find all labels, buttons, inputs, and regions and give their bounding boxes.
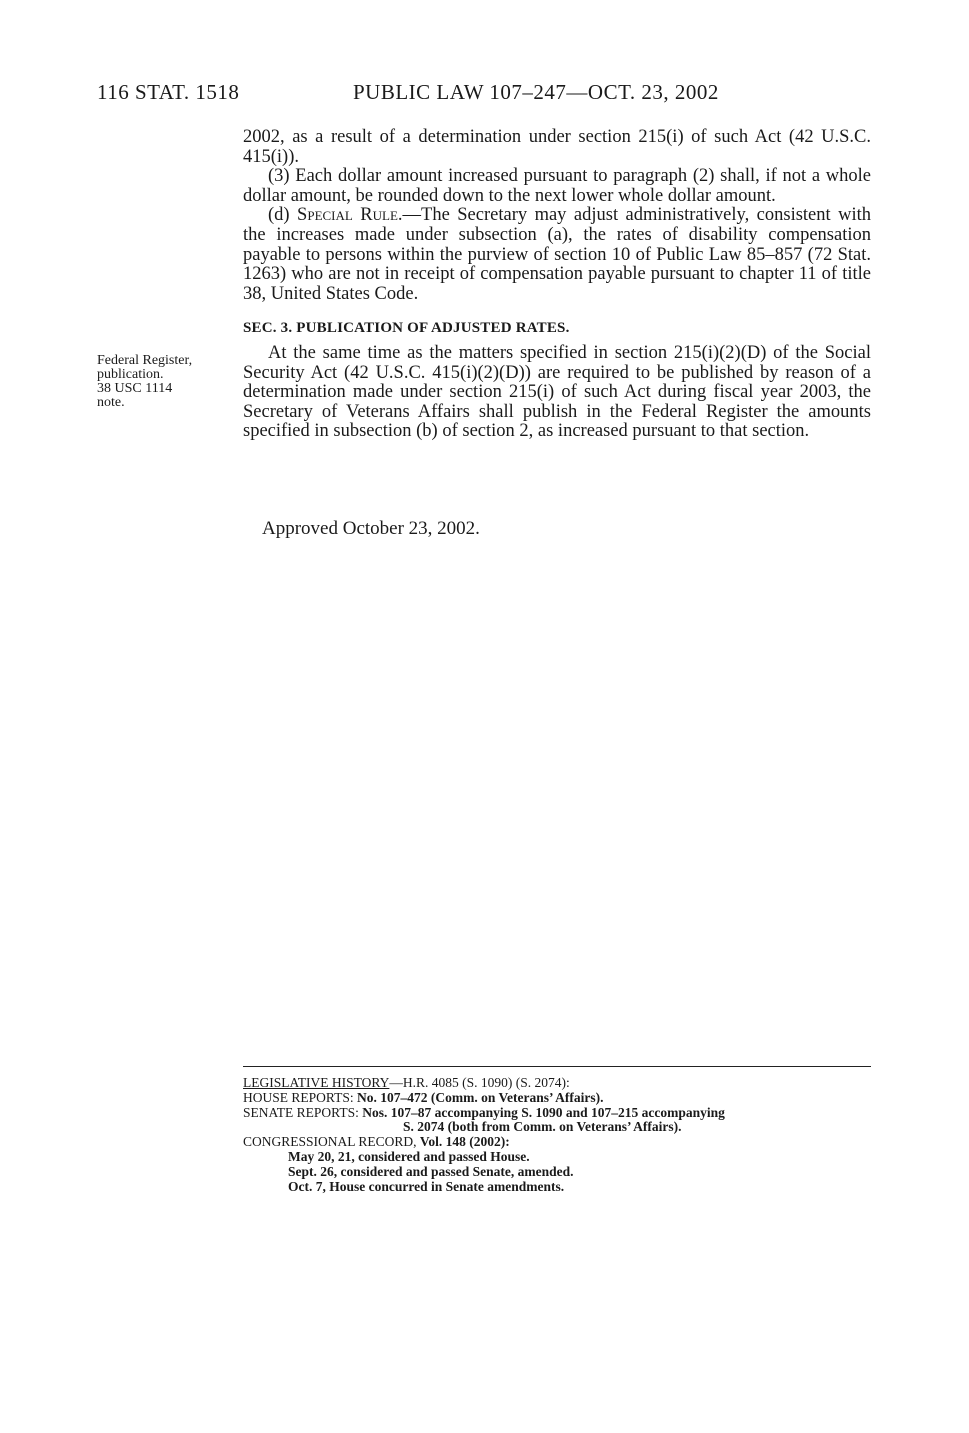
margin-note — [97, 354, 237, 410]
section-heading: SEC. 3. PUBLICATION OF ADJUSTED RATES. — [243, 320, 570, 337]
senate-reports-continued: S. 2074 (both from Comm. on Veterans’ Affairs). — [403, 1119, 682, 1135]
main-text — [243, 128, 871, 442]
margin-note-line: 38 USC 1114 — [97, 381, 173, 396]
house-reports — [243, 1091, 883, 1106]
paragraph-d-special-rule — [243, 206, 871, 304]
page-header-title: PUBLIC LAW 107–247—OCT. 23, 2002 — [353, 80, 719, 104]
subsection-heading: Special Rule — [297, 205, 398, 226]
margin-note-line: publication. — [97, 367, 164, 382]
record-entry: Sept. 26, considered and passed Senate, amended. — [288, 1163, 574, 1179]
paragraph-continuation: 2002, as a result of a determination under section 215(i) of such Act (42 U.S.C. 415(i)). — [243, 127, 871, 167]
divider — [243, 1066, 871, 1067]
record-entry: Oct. 7, House concurred in Senate amendments. — [288, 1178, 565, 1194]
house-reports-label: HOUSE REPORTS: — [243, 1089, 357, 1105]
senate-reports — [243, 1106, 883, 1121]
paragraph-3: (3) Each dollar amount increased pursuant to paragraph (2) shall, if not a whole dollar amount, be rounded down to the next lower whole dollar amount. — [243, 166, 871, 206]
paragraph-text: .—The Secretary may adjust administratively, consistent with the increases made under subsection (a), the rates of disability compensation payable to persons within the purview of section 10 of Public Law 85–857 (72 Stat. 1263) who are not in receipt of compensation payable pursuant to chapter 11 of title 38, United States Code. — [243, 205, 871, 304]
paragraph-label: (d) — [268, 205, 298, 226]
margin-note-line: note. — [97, 395, 125, 410]
legislative-history — [243, 1076, 883, 1194]
congressional-record-label: CONGRESSIONAL RECORD, — [243, 1134, 420, 1150]
page-citation: 116 STAT. 1518 — [97, 80, 240, 104]
senate-reports-text: Nos. 107–87 accompanying S. 1090 and 107–215 accompanying — [362, 1104, 725, 1120]
house-reports-text: No. 107–472 (Comm. on Veterans’ Affairs). — [356, 1089, 604, 1105]
congressional-record-volume: Vol. 148 (2002): — [419, 1134, 510, 1150]
senate-reports-label: SENATE REPORTS: — [243, 1104, 363, 1120]
record-entry: May 20, 21, considered and passed House. — [288, 1148, 530, 1164]
legislative-history-title — [243, 1076, 883, 1091]
legislative-history-bill: —H.R. 4085 (S. 1090) (S. 2074): — [389, 1075, 570, 1090]
approval-date: Approved October 23, 2002. — [262, 518, 480, 539]
congressional-record — [243, 1135, 883, 1150]
section-3-text: At the same time as the matters specified in section 215(i)(2)(D) of the Social Security Act (42 U.S.C. 415(i)(2)(D)) are required to be published by reason of a determination made under section 215(i) of such Act during fiscal year 2003, the Secretary of Veterans Affairs shall publish in the Federal Register the amounts specified in subsection (b) of section 2, as increased pursuant to that section. — [243, 342, 871, 442]
legislative-history-label: LEGISLATIVE HISTORY — [243, 1075, 390, 1090]
margin-note-line: Federal Register, — [97, 353, 193, 368]
